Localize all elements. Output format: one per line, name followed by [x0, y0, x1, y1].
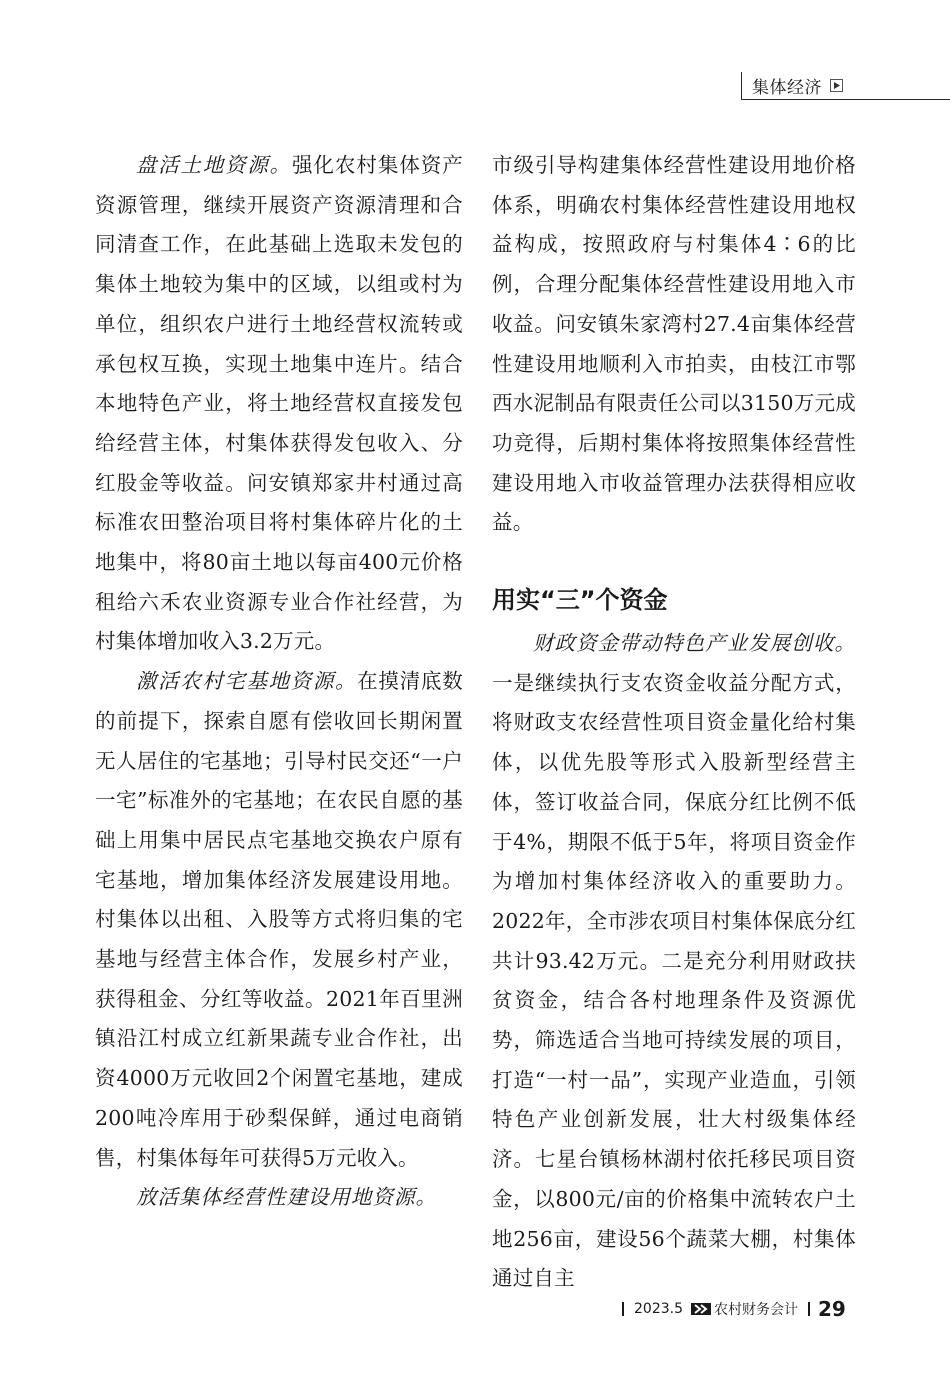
paragraph-continued: 市级引导构建集体经营性建设用地价格体系，明确农村集体经营性建设用地权益构成，按照政府与村集体4∶6的比例，合理分配集体经营性建设用地入市收益。问安镇朱家湾村27.4亩集体经营性建设用地顺利入市拍卖，由枝江市鄂西水泥制品有限责任公司以3150万元成功竞得，后期村集体将按照集体经营性建设用地入市收益管理办法获得相应收益。 [492, 153, 856, 535]
paragraph-land-resources [95, 146, 463, 662]
left-column [95, 146, 463, 1218]
paragraph-fiscal-funds [492, 624, 856, 1299]
paragraph-body: 强化农村集体资产资源管理，继续开展资产资源清理和合同清查工作，在此基础上选取未发包的集体土地较为集中的区域，以组或村为单位，组织农户进行土地经营权流转或承包权互换，实现土地集中连片。结合本地特色产业，将土地经营权直接发包给经营主体，村集体获得发包收入、分红股金等收益。问安镇郑家井村通过高标准农田整治项目将村集体碎片化的土地集中，将80亩土地以每亩400元价格租给六禾农业资源专业合作社经营，为村集体增加收入3.2万元。 [95, 153, 463, 654]
section-label: 集体经济 [752, 78, 822, 98]
paragraph-lead: 放活集体经营性建设用地资源。 [136, 1185, 437, 1210]
paragraph-lead: 激活农村宅基地资源。 [136, 669, 358, 694]
issue-number: 2023.5 [634, 1301, 683, 1317]
page-number: 29 [818, 1297, 846, 1321]
section-heading: 用实“三”个资金 [492, 586, 668, 615]
paragraph-body: 在摸清底数的前提下，探索自愿有偿收回长期闲置无人居住的宅基地；引导村民交还“一户一宅”标准外的宅基地；在农民自愿的基础上用集中居民点宅基地交换农户原有宅基地，增加集体经济发展建设用地。村集体以出租、入股等方式将归集的宅基地与经营主体合作，发展乡村产业，获得租金、分红等收益。2021年百里洲镇沿江村成立红新果蔬专业合作社，出资4000万元收回2个闲置宅基地，建成200吨冷库用于砂梨保鲜，通过电商销售，村集体每年可获得5万元收入。 [95, 669, 464, 1170]
footer-divider [622, 1302, 624, 1316]
paragraph-body: 一是继续执行支农资金收益分配方式，将财政支农经营性项目资金量化给村集体，以优先股等形式入股新型经营主体，签订收益合同，保底分红比例不低于4%，期限不低于5年，将项目资金作为增加村集体经济收入的重要助力。2022年，全市涉农项目村集体保底分红共计93.42万元。二是充分利用财政扶贫资金，结合各村地理条件及资源优势，筛选适合当地可持续发展的项目，打造“一村一品”，实现产业造血，引领特色产业创新发展，壮大村级集体经济。七星台镇杨林湖村依托移民项目资金，以800元/亩的价格集中流转农户土地256亩，建设56个蔬菜大棚，村集体通过自主 [492, 670, 856, 1291]
section-tab [741, 72, 950, 100]
paragraph-homestead-resources [95, 662, 463, 1178]
footer-divider [808, 1302, 810, 1316]
paragraph-construction-land [95, 1178, 463, 1218]
right-column [492, 146, 856, 1299]
page-footer [622, 1294, 846, 1324]
magazine-name: 农村财务会计 [714, 1302, 798, 1318]
paragraph-lead: 盘活土地资源。 [136, 153, 292, 177]
triangle-right-icon [830, 79, 843, 92]
double-chevron-right-icon [691, 1303, 711, 1315]
paragraph-lead: 财政资金带动特色产业发展创收。 [533, 631, 856, 656]
